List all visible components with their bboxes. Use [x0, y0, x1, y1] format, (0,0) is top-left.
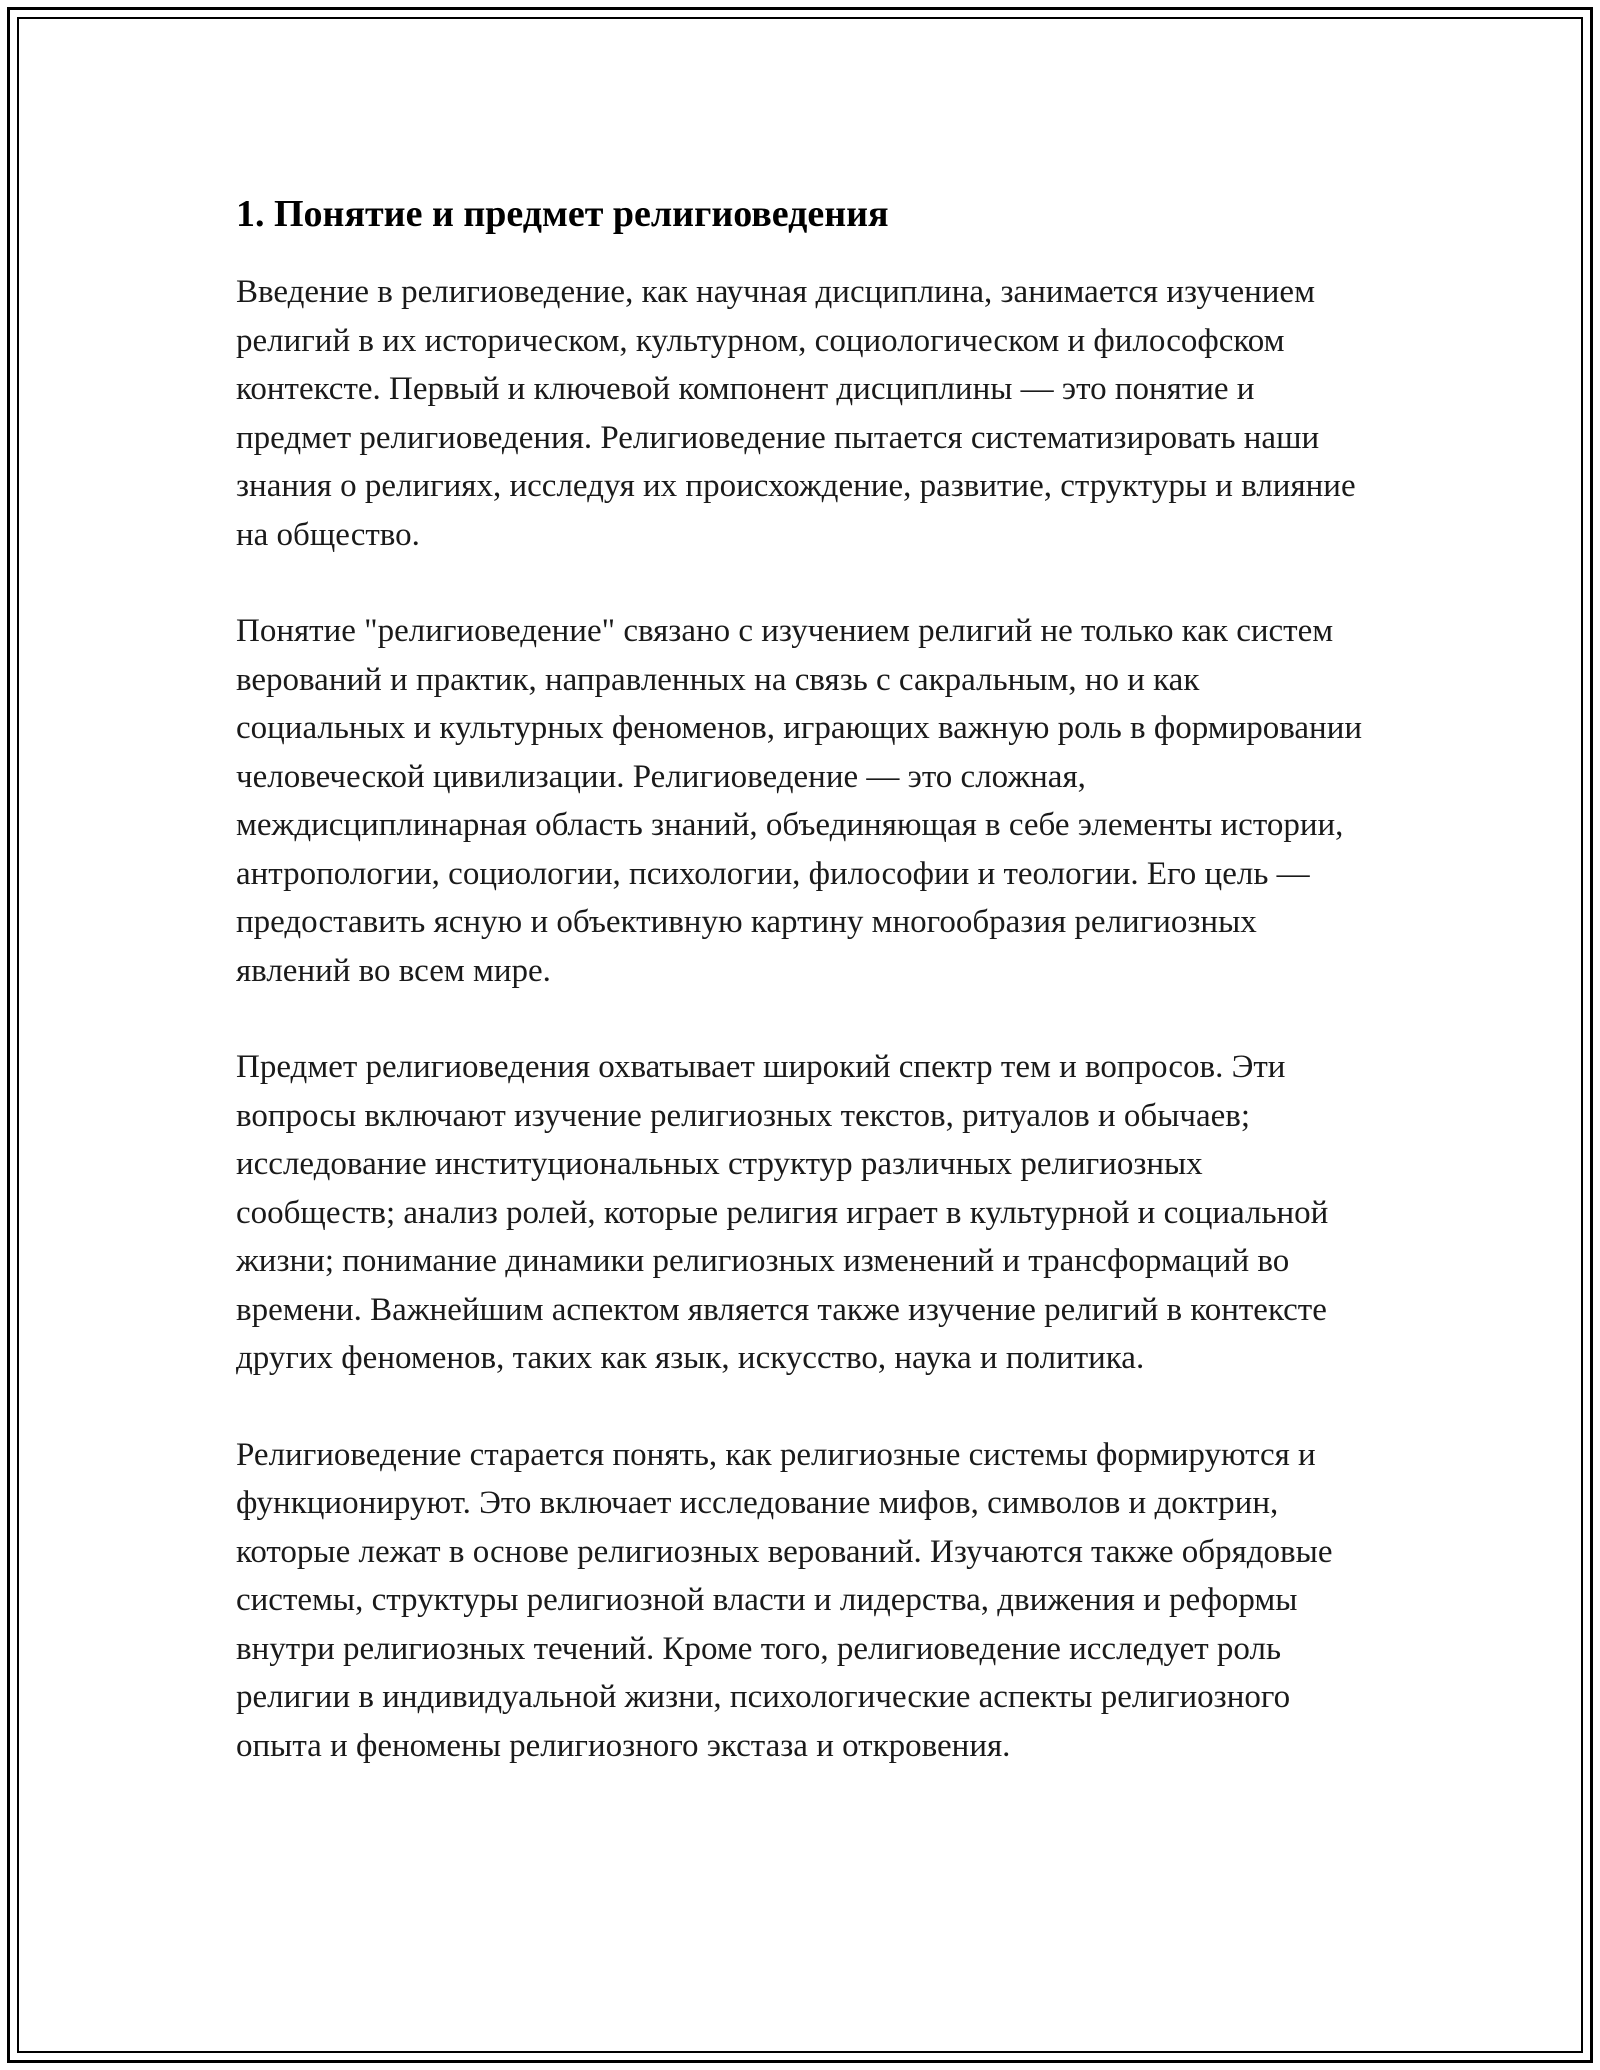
paragraph-introduction: Введение в религиоведение, как научная дисциплина, занимается изучением религий в их историческом, культурном, социологическом и философском контексте. Первый и ключевой компонент дисциплины — это понятие и предмет религиоведения. Религиоведение пытается систематизировать наши знания о религиях, исследуя их происхождение, развитие, структуры и влияние на общество.	[236, 274, 1356, 553]
paragraph-systems: Религиоведение старается понять, как религиозные системы формируются и функционируют. Это включает исследование мифов, символов и доктрин, которые лежат в основе религиозных верований. Изучаются также обрядовые системы, структуры религиозной власти и лидерства, движения и реформы внутри религиозных течений. Кроме того, религиоведение исследует роль религии в индивидуальной жизни, психологические аспекты религиозного опыта и феномены религиозного экстаза и откровения.	[236, 1436, 1333, 1764]
paragraph-subject: Предмет религиоведения охватывает широкий спектр тем и вопросов. Эти вопросы включают изучение религиозных текстов, ритуалов и обычаев; исследование институциональных структур различных религиозных сообществ; анализ ролей, которые религия играет в культурной и социальной жизни; понимание динамики религиозных изменений и трансформаций во времени. Важнейшим аспектом является также изучение религий в контексте других феноменов, таких как язык, искусство, наука и политика.	[236, 1049, 1329, 1376]
document-body	[236, 186, 1366, 1770]
section-title: 1. Понятие и предмет религиоведения	[236, 193, 889, 235]
paragraph-concept: Понятие "религиоведение" связано с изучением религий не только как систем верований и практик, направленных на связь с сакральным, но и как социальных и культурных феноменов, играющих важную роль в формировании человеческой цивилизации. Религиоведение — это сложная, междисциплинарная область знаний, объединяющая в себе элементы истории, антропологии, социологии, психологии, философии и теологии. Его цель — предоставить ясную и объективную картину многообразия религиозных явлений во всем мире.	[236, 613, 1363, 989]
